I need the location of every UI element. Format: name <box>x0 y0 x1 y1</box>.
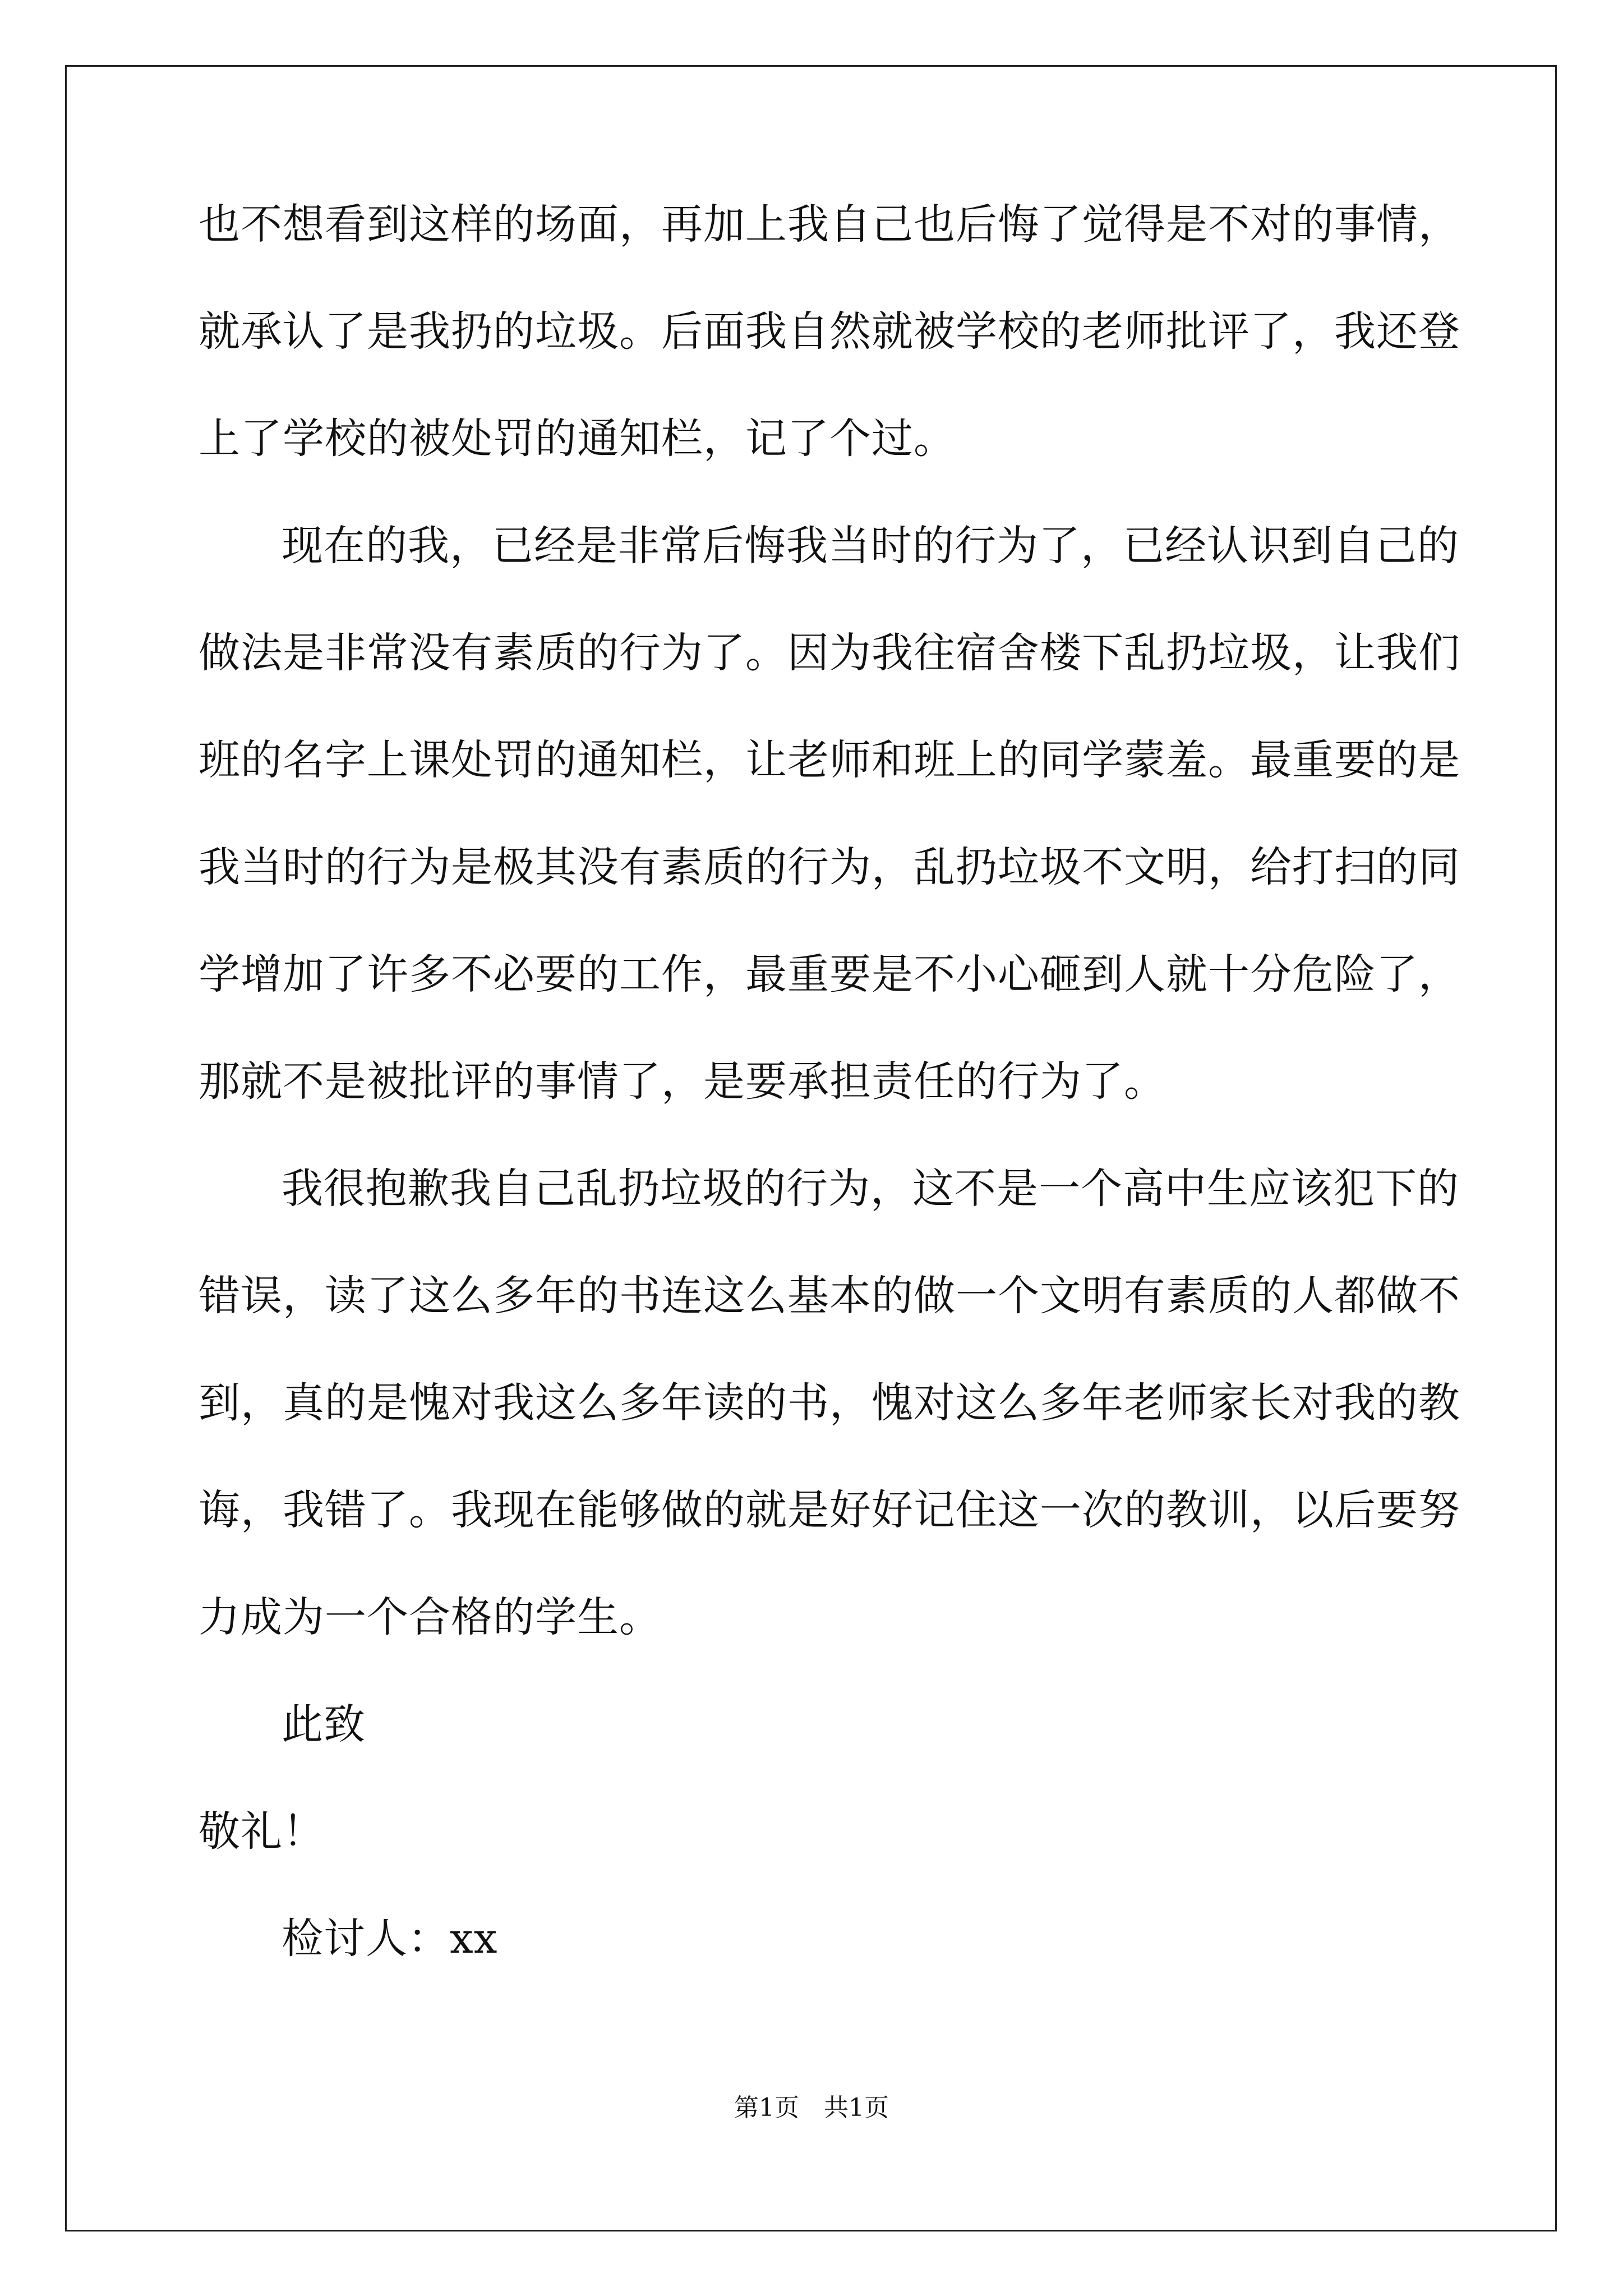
paragraph-start-line: 现在的我，已经是非常后悔我当时的行为了，已经认识到自己的 <box>282 522 1459 570</box>
closing-salutation: 此致 <box>282 1700 366 1749</box>
body-line: 也不想看到这样的场面，再加上我自己也后悔了觉得是不对的事情， <box>199 200 1460 249</box>
body-line: 诲，我错了。我现在能够做的就是好好记住这一次的教训，以后要努 <box>199 1486 1460 1534</box>
closing-respect: 敬礼！ <box>199 1807 325 1856</box>
body-line: 班的名字上课处罚的通知栏，让老师和班上的同学蒙羞。最重要的是 <box>199 736 1460 784</box>
document-body <box>199 196 1460 2018</box>
body-line: 学增加了许多不必要的工作，最重要是不小心砸到人就十分危险了， <box>199 950 1460 999</box>
page-number: 第1页 <box>734 2093 799 2122</box>
body-line: 我当时的行为是极其没有素质的行为，乱扔垃圾不文明，给打扫的同 <box>199 843 1460 891</box>
body-line: 错误，读了这么多年的书连这么基本的做一个文明有素质的人都做不 <box>199 1272 1460 1320</box>
page-footer <box>0 2091 1623 2125</box>
page-total: 共1页 <box>824 2093 889 2122</box>
body-line: 那就不是被批评的事情了，是要承担责任的行为了。 <box>199 1057 1166 1106</box>
body-line: 到，真的是愧对我这么多年读的书，愧对这么多年老师家长对我的教 <box>199 1379 1460 1427</box>
body-line: 就承认了是我扔的垃圾。后面我自然就被学校的老师批评了，我还登 <box>199 307 1460 356</box>
body-line: 上了学校的被处罚的通知栏，记了个过。 <box>199 415 956 463</box>
signature-line: 检讨人：xx <box>282 1915 498 1963</box>
body-line: 力成为一个合格的学生。 <box>199 1593 661 1641</box>
body-line: 做法是非常没有素质的行为了。因为我往宿舍楼下乱扔垃圾，让我们 <box>199 629 1460 677</box>
paragraph-start-line: 我很抱歉我自己乱扔垃圾的行为，这不是一个高中生应该犯下的 <box>282 1165 1459 1213</box>
